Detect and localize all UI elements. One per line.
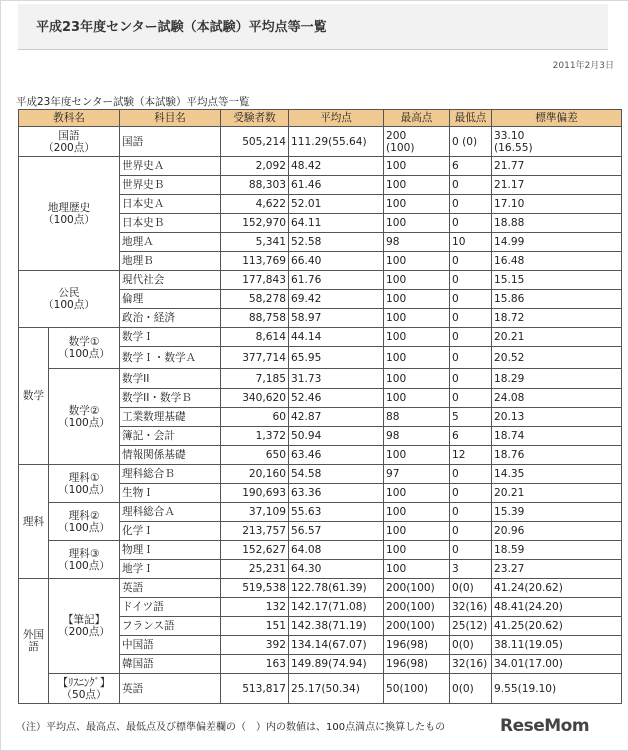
cell-avg: 54.58	[289, 465, 384, 484]
table-row	[19, 127, 622, 157]
table-row	[19, 541, 622, 560]
cell-sd: 15.15	[492, 271, 622, 290]
header-cell: 受験者数	[221, 110, 289, 127]
cell-sd: 16.48	[492, 252, 622, 271]
cell-max: 100	[384, 446, 450, 465]
article-header	[18, 4, 608, 50]
cell-max: 50(100)	[384, 674, 450, 704]
cell-max: 100	[384, 252, 450, 271]
cell-avg: 66.40	[289, 252, 384, 271]
cell-avg: 122.78(61.39)	[289, 579, 384, 598]
cell-count: 4,622	[221, 195, 289, 214]
table-row	[19, 674, 622, 704]
cell-avg: 63.46	[289, 446, 384, 465]
cell-avg: 61.46	[289, 176, 384, 195]
cell-min: 0	[450, 347, 492, 369]
cell-avg: 64.11	[289, 214, 384, 233]
cell-subject: 英語	[120, 674, 221, 704]
cell-count: 60	[221, 408, 289, 427]
cell-sd: 15.39	[492, 503, 622, 522]
cell-count: 58,278	[221, 290, 289, 309]
cell-count: 151	[221, 617, 289, 636]
cell-min: 0	[450, 214, 492, 233]
cell-count: 392	[221, 636, 289, 655]
cell-max: 100	[384, 271, 450, 290]
cell-min: 5	[450, 408, 492, 427]
cell-count: 190,693	[221, 484, 289, 503]
cell-subject: 地理Ａ	[120, 233, 221, 252]
cell-max: 100	[384, 309, 450, 328]
cell-max: 100	[384, 503, 450, 522]
cell-min: 0	[450, 541, 492, 560]
cell-sd: 41.25(20.62)	[492, 617, 622, 636]
cell-max: 98	[384, 233, 450, 252]
header-cell: 標準偏差	[492, 110, 622, 127]
table-row	[19, 157, 622, 176]
subgroup-cell-rika2: 理科② （100点）	[49, 503, 120, 541]
cell-subject: 国語	[120, 127, 221, 157]
cell-count: 650	[221, 446, 289, 465]
cell-min: 3	[450, 560, 492, 579]
cell-subject: 地学Ｉ	[120, 560, 221, 579]
cell-sd: 17.10	[492, 195, 622, 214]
cell-max: 100	[384, 369, 450, 389]
cell-subject: 政治・経済	[120, 309, 221, 328]
cell-sd: 18.76	[492, 446, 622, 465]
cell-subject: 現代社会	[120, 271, 221, 290]
cell-sd: 33.10 (16.55)	[492, 127, 622, 157]
scores-table	[18, 109, 622, 704]
cell-sd: 34.01(17.00)	[492, 655, 622, 674]
header-cell: 教科名	[19, 110, 120, 127]
cell-count: 1,372	[221, 427, 289, 446]
cell-avg: 142.38(71.19)	[289, 617, 384, 636]
publish-date: 2011年2月3日	[552, 61, 614, 71]
subgroup-cell-listening: 【ﾘｽﾆﾝｸﾞ】 （50点）	[49, 674, 120, 704]
cell-sd: 20.13	[492, 408, 622, 427]
cell-min: 32(16)	[450, 598, 492, 617]
cell-avg: 69.42	[289, 290, 384, 309]
cell-avg: 52.46	[289, 389, 384, 408]
cell-sd: 20.21	[492, 328, 622, 347]
site-logo: ReseMom	[500, 716, 590, 736]
table-row	[19, 369, 622, 389]
cell-max: 100	[384, 195, 450, 214]
cell-avg: 134.14(67.07)	[289, 636, 384, 655]
cell-avg: 149.89(74.94)	[289, 655, 384, 674]
cell-count: 5,341	[221, 233, 289, 252]
cell-min: 0 (0)	[450, 127, 492, 157]
cell-max: 98	[384, 427, 450, 446]
cell-sd: 18.72	[492, 309, 622, 328]
cell-count: 519,538	[221, 579, 289, 598]
cell-max: 100	[384, 157, 450, 176]
cell-max: 100	[384, 328, 450, 347]
table-row	[19, 579, 622, 598]
cell-sd: 21.77	[492, 157, 622, 176]
cell-max: 196(98)	[384, 655, 450, 674]
cell-sd: 20.52	[492, 347, 622, 369]
cell-avg: 52.01	[289, 195, 384, 214]
cell-avg: 111.29(55.64)	[289, 127, 384, 157]
cell-count: 2,092	[221, 157, 289, 176]
group-cell-gaikokugo: 外国 語	[19, 579, 49, 704]
table-row	[19, 503, 622, 522]
header-cell: 平均点	[289, 110, 384, 127]
cell-subject: 数学Ｉ	[120, 328, 221, 347]
cell-avg: 55.63	[289, 503, 384, 522]
cell-count: 505,214	[221, 127, 289, 157]
cell-subject: 世界史Ｂ	[120, 176, 221, 195]
cell-max: 200(100)	[384, 579, 450, 598]
cell-avg: 64.30	[289, 560, 384, 579]
group-cell-rika: 理科	[19, 465, 49, 579]
cell-count: 340,620	[221, 389, 289, 408]
cell-count: 152,627	[221, 541, 289, 560]
cell-sd: 20.96	[492, 522, 622, 541]
cell-subject: 数学II・数学Ｂ	[120, 389, 221, 408]
cell-max: 200 (100)	[384, 127, 450, 157]
cell-sd: 9.55(19.10)	[492, 674, 622, 704]
cell-avg: 25.17(50.34)	[289, 674, 384, 704]
cell-count: 513,817	[221, 674, 289, 704]
cell-count: 88,303	[221, 176, 289, 195]
cell-min: 0	[450, 522, 492, 541]
footnote: （注）平均点、最高点、最低点及び標準偏差欄の（ ）内の数値は、100点満点に換算したもの	[16, 722, 446, 733]
cell-avg: 61.76	[289, 271, 384, 290]
cell-min: 0	[450, 271, 492, 290]
cell-subject: 日本史Ｂ	[120, 214, 221, 233]
subgroup-cell-rika3: 理科③ （100点）	[49, 541, 120, 579]
cell-count: 37,109	[221, 503, 289, 522]
cell-avg: 58.97	[289, 309, 384, 328]
cell-subject: 日本史Ａ	[120, 195, 221, 214]
cell-max: 100	[384, 389, 450, 408]
cell-avg: 142.17(71.08)	[289, 598, 384, 617]
cell-min: 0(0)	[450, 674, 492, 704]
cell-min: 0	[450, 290, 492, 309]
cell-sd: 18.29	[492, 369, 622, 389]
cell-min: 0	[450, 309, 492, 328]
cell-subject: 倫理	[120, 290, 221, 309]
cell-count: 132	[221, 598, 289, 617]
cell-avg: 48.42	[289, 157, 384, 176]
cell-min: 32(16)	[450, 655, 492, 674]
table-row	[19, 328, 622, 347]
cell-subject: 物理Ｉ	[120, 541, 221, 560]
cell-max: 100	[384, 290, 450, 309]
table-row	[19, 465, 622, 484]
cell-min: 25(12)	[450, 617, 492, 636]
cell-max: 88	[384, 408, 450, 427]
cell-sd: 14.35	[492, 465, 622, 484]
article-title: 平成23年度センター試験（本試験）平均点等一覧	[36, 20, 327, 35]
cell-subject: 世界史Ａ	[120, 157, 221, 176]
cell-avg: 56.57	[289, 522, 384, 541]
cell-count: 88,758	[221, 309, 289, 328]
cell-subject: 情報関係基礎	[120, 446, 221, 465]
cell-subject: ドイツ語	[120, 598, 221, 617]
cell-min: 0	[450, 252, 492, 271]
header-cell: 科目名	[120, 110, 221, 127]
cell-sd: 15.86	[492, 290, 622, 309]
cell-subject: 簿記・会計	[120, 427, 221, 446]
subgroup-cell-sugaku1: 数学① （100点）	[49, 328, 120, 369]
cell-max: 100	[384, 176, 450, 195]
cell-sd: 38.11(19.05)	[492, 636, 622, 655]
cell-max: 100	[384, 347, 450, 369]
cell-subject: 中国語	[120, 636, 221, 655]
cell-subject: 理科総合Ｂ	[120, 465, 221, 484]
cell-count: 177,843	[221, 271, 289, 290]
subgroup-cell-hikki: 【筆記】 （200点）	[49, 579, 120, 674]
cell-subject: 地理Ｂ	[120, 252, 221, 271]
cell-min: 0	[450, 484, 492, 503]
cell-count: 25,231	[221, 560, 289, 579]
cell-max: 100	[384, 522, 450, 541]
group-cell-komin: 公民 （100点）	[19, 271, 120, 328]
cell-sd: 18.88	[492, 214, 622, 233]
cell-sd: 20.21	[492, 484, 622, 503]
cell-max: 100	[384, 560, 450, 579]
cell-min: 0	[450, 389, 492, 408]
cell-avg: 65.95	[289, 347, 384, 369]
subgroup-cell-sugaku2: 数学② （100点）	[49, 369, 120, 465]
cell-subject: 理科総合Ａ	[120, 503, 221, 522]
cell-max: 100	[384, 214, 450, 233]
cell-count: 213,757	[221, 522, 289, 541]
cell-sd: 24.08	[492, 389, 622, 408]
cell-min: 6	[450, 157, 492, 176]
cell-max: 196(98)	[384, 636, 450, 655]
cell-count: 377,714	[221, 347, 289, 369]
subgroup-cell-rika1: 理科① （100点）	[49, 465, 120, 503]
cell-min: 0	[450, 503, 492, 522]
cell-max: 100	[384, 541, 450, 560]
group-cell-chireki: 地理歴史 （100点）	[19, 157, 120, 271]
cell-sd: 21.17	[492, 176, 622, 195]
cell-subject: 数学Ｉ・数学Ａ	[120, 347, 221, 369]
cell-avg: 44.14	[289, 328, 384, 347]
header-cell: 最高点	[384, 110, 450, 127]
cell-subject: 工業数理基礎	[120, 408, 221, 427]
cell-count: 163	[221, 655, 289, 674]
cell-subject: 生物Ｉ	[120, 484, 221, 503]
cell-avg: 52.58	[289, 233, 384, 252]
cell-max: 100	[384, 484, 450, 503]
cell-min: 0	[450, 195, 492, 214]
header-row	[19, 110, 622, 127]
cell-subject: 数学II	[120, 369, 221, 389]
cell-min: 0(0)	[450, 636, 492, 655]
cell-min: 6	[450, 427, 492, 446]
cell-min: 0	[450, 369, 492, 389]
cell-count: 152,970	[221, 214, 289, 233]
cell-count: 113,769	[221, 252, 289, 271]
cell-subject: 韓国語	[120, 655, 221, 674]
group-cell-sugaku: 数学	[19, 328, 49, 465]
cell-count: 8,614	[221, 328, 289, 347]
cell-count: 20,160	[221, 465, 289, 484]
cell-sd: 14.99	[492, 233, 622, 252]
cell-min: 0	[450, 328, 492, 347]
cell-subject: 英語	[120, 579, 221, 598]
header-cell: 最低点	[450, 110, 492, 127]
cell-subject: フランス語	[120, 617, 221, 636]
cell-min: 12	[450, 446, 492, 465]
cell-min: 0	[450, 176, 492, 195]
cell-count: 7,185	[221, 369, 289, 389]
cell-subject: 化学Ｉ	[120, 522, 221, 541]
cell-min: 0	[450, 465, 492, 484]
cell-min: 10	[450, 233, 492, 252]
cell-avg: 50.94	[289, 427, 384, 446]
cell-avg: 42.87	[289, 408, 384, 427]
cell-avg: 63.36	[289, 484, 384, 503]
table-caption: 平成23年度センター試験（本試験）平均点等一覧	[16, 96, 250, 108]
cell-max: 200(100)	[384, 617, 450, 636]
cell-max: 200(100)	[384, 598, 450, 617]
cell-avg: 64.08	[289, 541, 384, 560]
cell-sd: 41.24(20.62)	[492, 579, 622, 598]
table-body	[19, 127, 622, 704]
cell-sd: 18.59	[492, 541, 622, 560]
cell-sd: 23.27	[492, 560, 622, 579]
cell-avg: 31.73	[289, 369, 384, 389]
cell-max: 97	[384, 465, 450, 484]
cell-sd: 48.41(24.20)	[492, 598, 622, 617]
table-row	[19, 271, 622, 290]
cell-min: 0(0)	[450, 579, 492, 598]
group-cell-kokugo: 国語 （200点）	[19, 127, 120, 157]
cell-sd: 18.74	[492, 427, 622, 446]
